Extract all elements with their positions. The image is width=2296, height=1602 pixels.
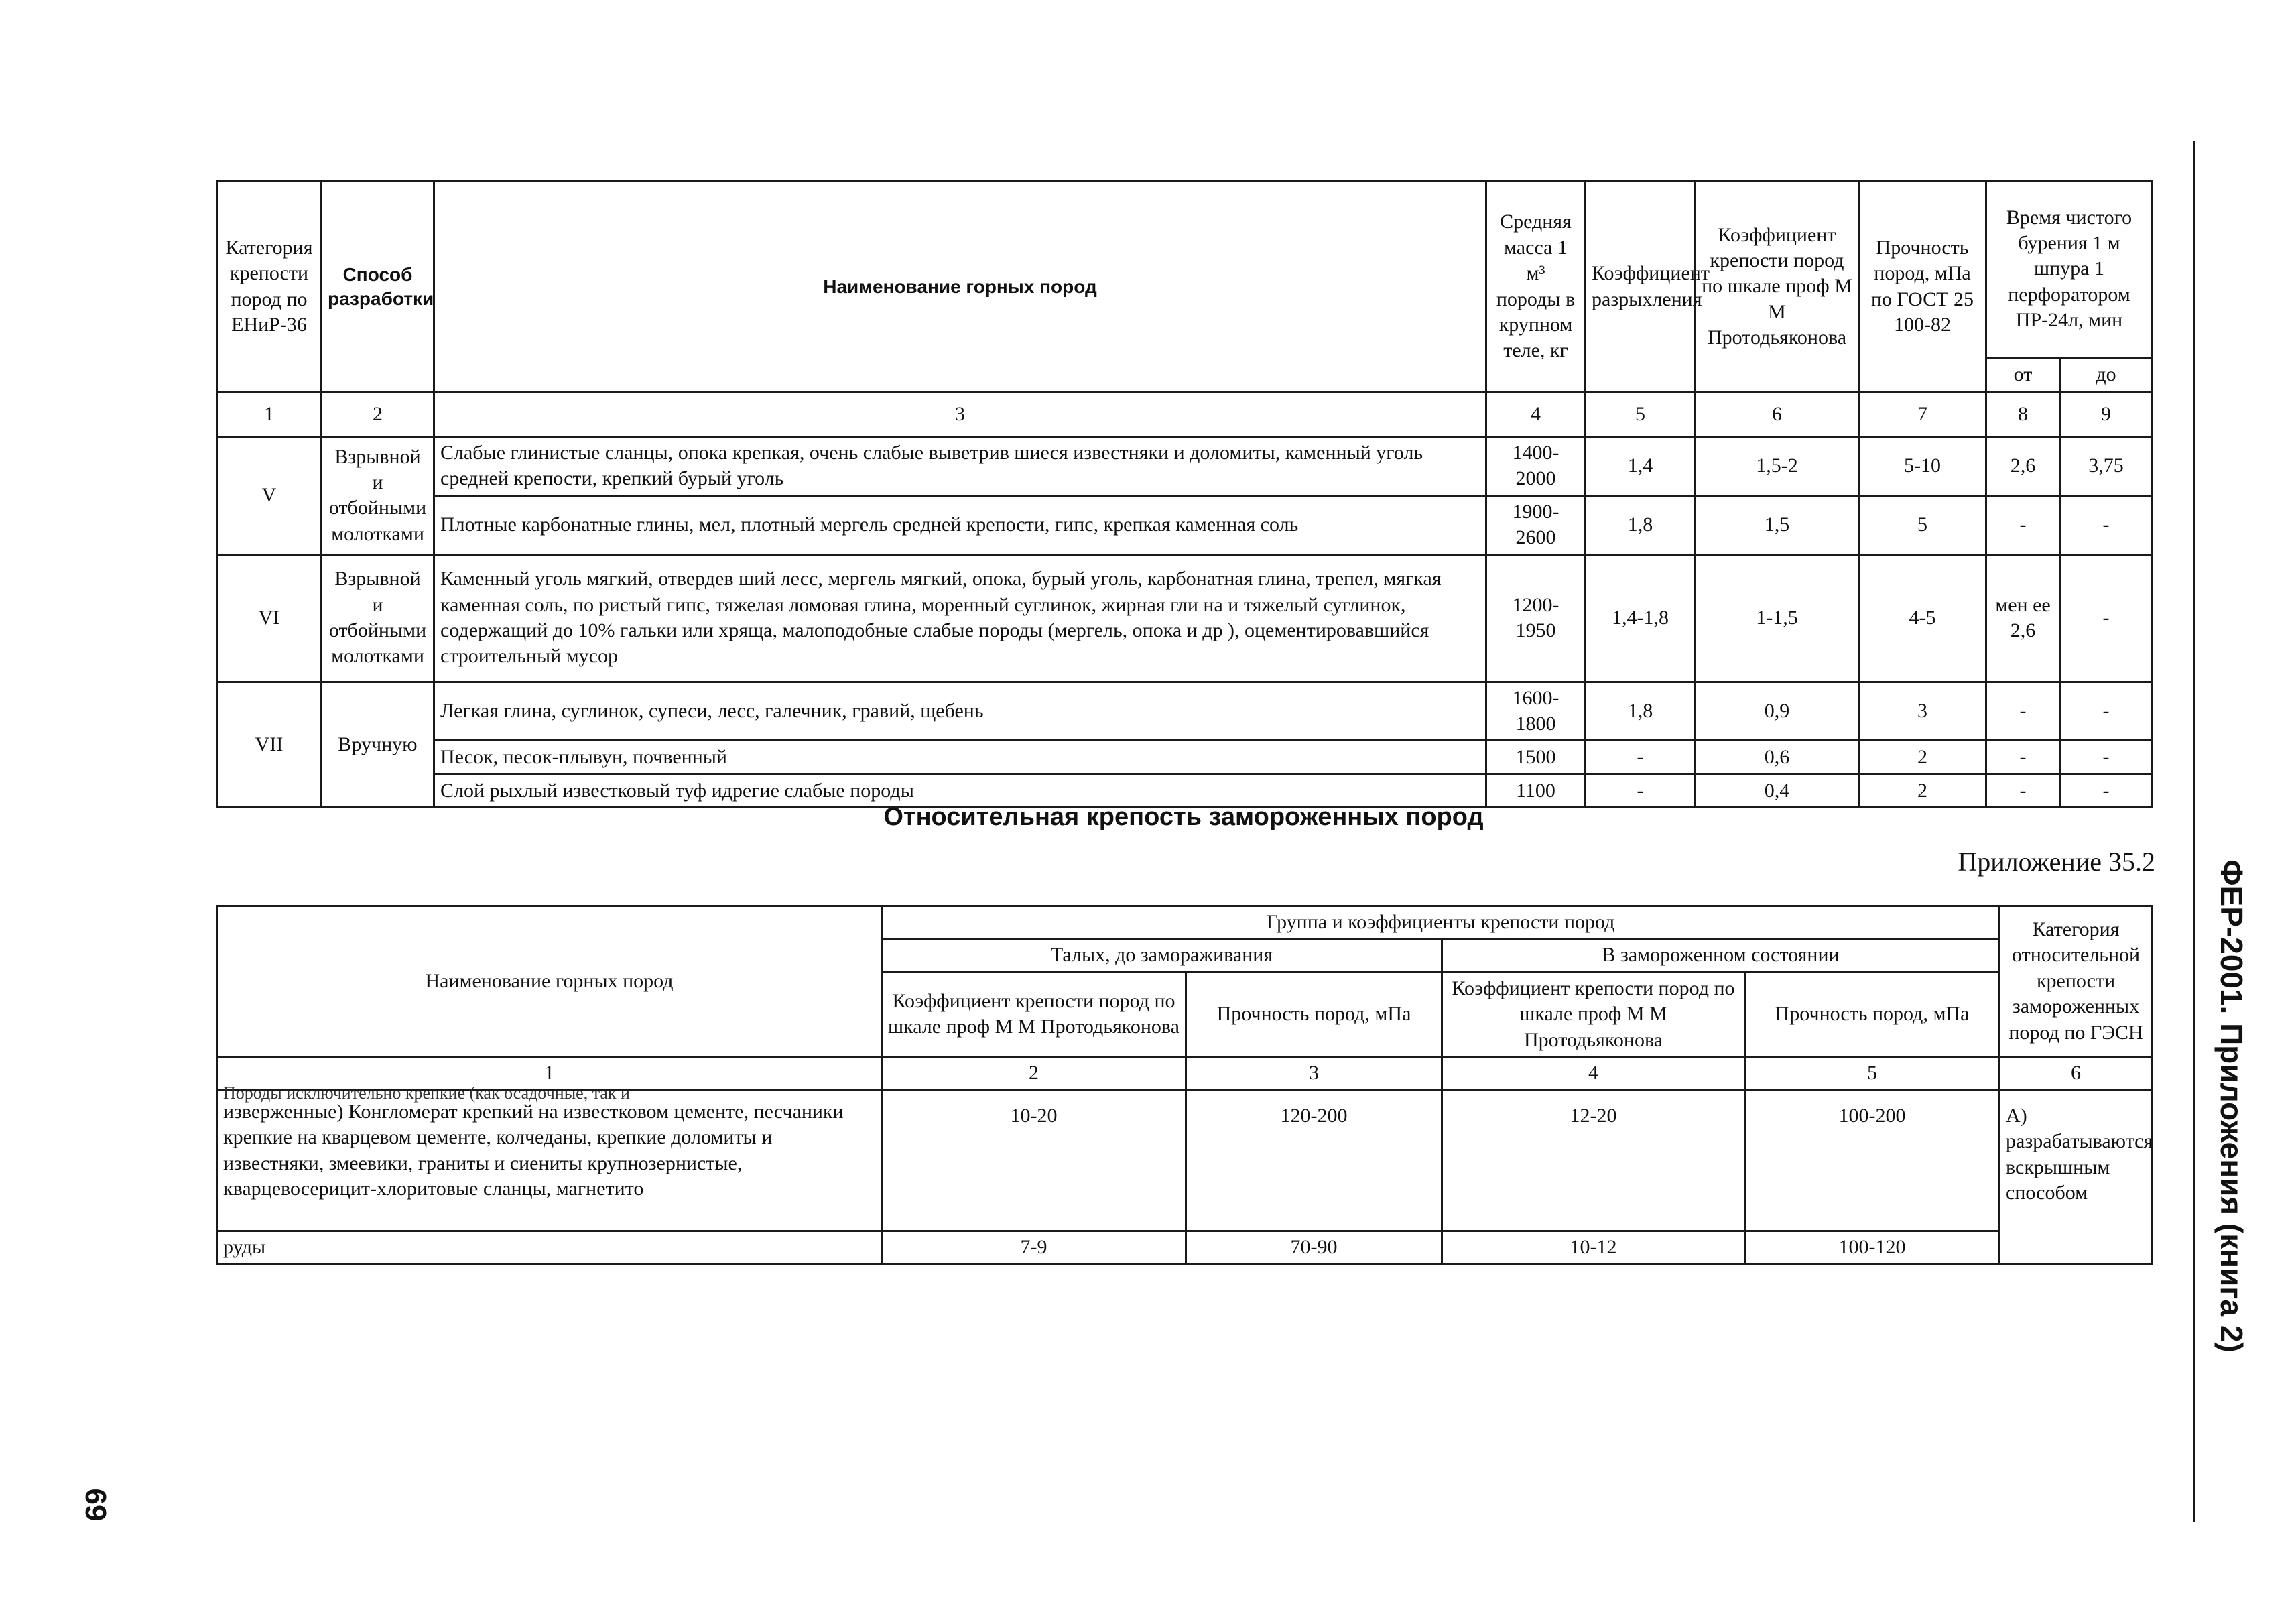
mass-cell: 1500 [1486, 741, 1586, 774]
coef-thawed-cell: 7-9 [882, 1231, 1186, 1264]
strength-thawed-cell: 120-200 [1186, 1090, 1442, 1231]
category-cell: А) разрабатываются вскрышным способом [2000, 1090, 2153, 1264]
col-number: 5 [1586, 393, 1696, 437]
col-number: 6 [1696, 393, 1859, 437]
col-number: 5 [1745, 1056, 2000, 1090]
col-number: 3 [434, 393, 1486, 437]
rock-name-cut-line: Породы исключительно крепкие (как осадочные, так и [223, 1083, 630, 1103]
rock-name-cell: Слой рыхлый известковый туф идрегие слабые породы [434, 774, 1486, 808]
strength-thawed-cell: 70-90 [1186, 1231, 1442, 1264]
frozen-rock-table [216, 905, 2153, 1265]
header-drill-to: до [2060, 358, 2153, 393]
header-mass: Средняя масса 1 м³ породы в крупном теле, кг [1486, 181, 1586, 393]
col-number: 1 [217, 1056, 882, 1090]
loosen-cell: 1,4-1,8 [1586, 554, 1696, 682]
method-cell: Вручную [322, 682, 434, 808]
coef-thawed-cell: 10-20 [882, 1090, 1186, 1231]
table-row [217, 1231, 2153, 1264]
drill-from-cell: мен ее 2,6 [1986, 554, 2060, 682]
table-row [217, 682, 2153, 741]
header-loosening: Коэффициент разрыхления [1586, 181, 1696, 393]
strength-coef-cell: 1,5 [1696, 495, 1859, 554]
drill-to-cell: - [2060, 495, 2153, 554]
drill-to-cell: - [2060, 774, 2153, 808]
loosen-cell: - [1586, 741, 1696, 774]
sidebar-divider [2193, 141, 2195, 1522]
mass-cell: 1600-1800 [1486, 682, 1586, 741]
strength-cell: 3 [1859, 682, 1986, 741]
method-cell: Взрывной и отбойными молотками [322, 437, 434, 555]
drill-from-cell: - [1986, 495, 2060, 554]
header-category: Категория относительной крепости замороженных пород по ГЭСН [2000, 906, 2153, 1057]
drill-to-cell: - [2060, 741, 2153, 774]
header-drill-from: от [1986, 358, 2060, 393]
header-method: Способ разработки [322, 181, 434, 393]
rock-name-cell: руды [217, 1231, 882, 1264]
category-cell: VII [217, 682, 322, 808]
strength-coef-cell: 0,4 [1696, 774, 1859, 808]
strength-cell: 5 [1859, 495, 1986, 554]
strength-coef-cell: 0,6 [1696, 741, 1859, 774]
col-number: 4 [1486, 393, 1586, 437]
table-row [217, 554, 2153, 682]
strength-coef-cell: 1-1,5 [1696, 554, 1859, 682]
table-row [217, 1090, 2153, 1231]
col-number: 1 [217, 393, 322, 437]
method-cell: Взрывной и отбойными молотками [322, 554, 434, 682]
strength-frozen-cell: 100-120 [1745, 1231, 2000, 1264]
table-row [217, 741, 2153, 774]
rock-strength-table [216, 180, 2153, 808]
col-number: 7 [1859, 393, 1986, 437]
coef-frozen-cell: 10-12 [1442, 1231, 1745, 1264]
header-coef-thawed: Коэффициент крепости пород по шкале проф М М Протодьяконова [882, 972, 1186, 1056]
drill-to-cell: 3,75 [2060, 437, 2153, 496]
drill-to-cell: - [2060, 554, 2153, 682]
col-number: 8 [1986, 393, 2060, 437]
strength-cell: 2 [1859, 741, 1986, 774]
rock-name-cell: Плотные карбонатные глины, мел, плотный мергель средней крепости, гипс, крепкая каменная соль [434, 495, 1486, 554]
rock-name-cell: Легкая глина, суглинок, супеси, лесс, галечник, гравий, щебень [434, 682, 1486, 741]
col-number: 2 [882, 1056, 1186, 1090]
page-number: 69 [79, 1488, 112, 1522]
rock-name-cell: Слабые глинистые сланцы, опока крепкая, очень слабые выветрив шиеся известняки и доломиты, каменный уголь средней крепости, крепкий бурый уголь [434, 437, 1486, 496]
header-thawed: Талых, до замораживания [882, 939, 1442, 972]
category-cell: V [217, 437, 322, 555]
mass-cell: 1200-1950 [1486, 554, 1586, 682]
drill-from-cell: - [1986, 774, 2060, 808]
loosen-cell: 1,8 [1586, 682, 1696, 741]
drill-from-cell: - [1986, 682, 2060, 741]
col-number: 2 [322, 393, 434, 437]
table-row [217, 495, 2153, 554]
strength-frozen-cell: 100-200 [1745, 1090, 2000, 1231]
mass-cell: 1100 [1486, 774, 1586, 808]
header-drill-time: Время чистого бурения 1 м шпура 1 перфоратором ПР-24л, мин [1986, 181, 2153, 358]
header-group: Группа и коэффициенты крепости пород [882, 906, 2000, 939]
rock-name-cell: Песок, песок-плывун, почвенный [434, 741, 1486, 774]
header-rock-name: Наименование горных пород [217, 906, 882, 1057]
drill-from-cell: - [1986, 741, 2060, 774]
header-strength-thawed: Прочность пород, мПа [1186, 972, 1442, 1056]
col-number: 6 [2000, 1056, 2153, 1090]
strength-coef-cell: 0,9 [1696, 682, 1859, 741]
col-number: 4 [1442, 1056, 1745, 1090]
table-row [217, 437, 2153, 496]
header-rock-name: Наименование горных пород [434, 181, 1486, 393]
sidebar-title: ФЕР-2001. Приложения (книга 2) [2214, 859, 2249, 1353]
rock-name-cell [217, 1083, 882, 1231]
header-frozen: В замороженном состоянии [1442, 939, 2000, 972]
col-number: 3 [1186, 1056, 1442, 1090]
strength-coef-cell: 1,5-2 [1696, 437, 1859, 496]
header-strength-frozen: Прочность пород, мПа [1745, 972, 2000, 1056]
strength-cell: 4-5 [1859, 554, 1986, 682]
header-strength: Прочность пород, мПа по ГОСТ 25 100-82 [1859, 181, 1986, 393]
drill-from-cell: 2,6 [1986, 437, 2060, 496]
col-number: 9 [2060, 393, 2153, 437]
section-title: Относительная крепость замороженных пород [883, 803, 1484, 831]
appendix-label: Приложение 35.2 [1958, 847, 2155, 877]
header-strength-coef: Коэффициент крепости пород по шкале проф М М Протодьяконова [1696, 181, 1859, 393]
coef-frozen-cell: 12-20 [1442, 1090, 1745, 1231]
mass-cell: 1900-2600 [1486, 495, 1586, 554]
header-category: Категория крепости пород по ЕНиР-36 [217, 181, 322, 393]
mass-cell: 1400-2000 [1486, 437, 1586, 496]
loosen-cell: 1,8 [1586, 495, 1696, 554]
drill-to-cell: - [2060, 682, 2153, 741]
rock-name-cell: Каменный уголь мягкий, отвердев ший лесс, мергель мягкий, опока, бурый уголь, карбонатная глина, трепел, мягкая каменная соль, по ристый гипс, тяжелая ломовая глина, моренный суглинок, жирная гли на и тяжелый суглинок, содержащий до 10% гальки или хряща, малоподобные слабые породы (мергель, опока и др ), оцементировавшийся строительный мусор [434, 554, 1486, 682]
header-coef-frozen: Коэффициент крепости пород по шкале проф М М Протодьяконова [1442, 972, 1745, 1056]
strength-cell: 2 [1859, 774, 1986, 808]
loosen-cell: 1,4 [1586, 437, 1696, 496]
rock-name-text: изверженные) Конгломерат крепкий на известковом цементе, песчаники крепкие на кварцевом цементе, колчеданы, крепкие доломиты и известняки, змеевики, граниты и сиениты крупнозернистые, кварцевосерицит-хлоритовые сланцы, магнетито [223, 1100, 844, 1200]
loosen-cell: - [1586, 774, 1696, 808]
category-cell: VI [217, 554, 322, 682]
strength-cell: 5-10 [1859, 437, 1986, 496]
